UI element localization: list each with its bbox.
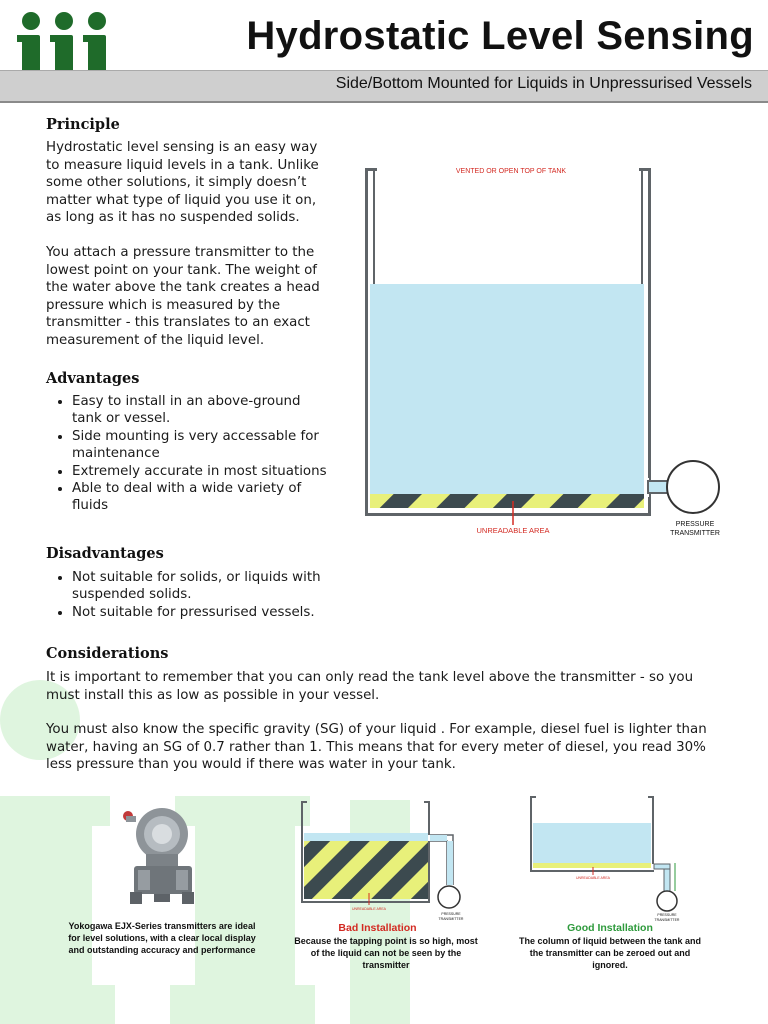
transmitter-label-1: PRESSURE: [675, 521, 715, 528]
list-item: • Extremely accurate in most situations: [72, 463, 334, 480]
pressure-transmitter-icon: [667, 461, 719, 513]
page-title: Hydrostatic Level Sensing: [246, 14, 754, 58]
good-unreadable-label: UNREADABLE AREA: [575, 876, 611, 880]
unreadable-label: UNREADABLE AREA: [476, 526, 550, 535]
disadvantages-list: [46, 569, 334, 621]
considerations-para-1: It is important to remember that you can only read the tank level above the transmitter - so you must install this as low as possible in your vessel.: [46, 670, 694, 703]
list-item: • Not suitable for solids, or liquids with suspended solids.: [72, 569, 334, 604]
advantages-heading: Advantages: [46, 370, 140, 387]
transmitter-label-2: TRANSMITTER: [670, 530, 720, 537]
bad-installation-caption: Because the tapping point is so high, most of the liquid can not be seen by the transmitter: [294, 936, 478, 970]
bad-tx-label-2: TRANSMITTER: [438, 917, 464, 921]
disadvantages-heading: Disadvantages: [46, 545, 164, 562]
bad-installation-diagram: [295, 797, 485, 922]
list-item: • Able to deal with a wide variety of fluids: [72, 480, 334, 515]
good-installation-diagram: [525, 793, 690, 923]
good-installation-caption: The column of liquid between the tank and the transmitter can be zeroed out and ignored.: [518, 936, 701, 970]
pressure-transmitter-icon: [438, 886, 460, 908]
tank-diagram: [360, 160, 730, 540]
pipe: [648, 481, 668, 493]
good-installation-label: Good Installation: [567, 922, 653, 934]
subtitle-bar: [0, 70, 768, 103]
list-item: • Not suitable for pressurised vessels.: [72, 604, 334, 621]
principle-para-1: Hydrostatic level sensing is an easy way to measure liquid levels in a tank. Unlike some other solutions, it simply doesn’t matter what type of liquid you use it on, as long as it has no suspended solids.: [46, 140, 319, 226]
list-item: • Side mounting is very accessable for maintenance: [72, 428, 334, 463]
product-caption: Yokogawa EJX-Series transmitters are ideal for level solutions, with a clear local display and outstanding accuracy and performance: [68, 921, 256, 955]
considerations-para-2: You must also know the specific gravity (SG) of your liquid . For example, diesel fuel is lighter than water, having an SG of 0.7 rather than 1. This means that for every meter of diesel, you read 30% less pressure than you would if there was water in your tank.: [46, 722, 707, 773]
good-tx-label-2: TRANSMITTER: [654, 918, 680, 922]
principle-para-2: You attach a pressure transmitter to the lowest point on your tank. The weight of the water above the tank creates a head pressure which is measured by the transmitter - this translates to an exact measurement of the liquid level.: [46, 245, 320, 348]
list-item: • Easy to install in an above-ground tank or vessel.: [72, 393, 334, 428]
pressure-transmitter-icon: [657, 891, 677, 911]
considerations-heading: Considerations: [46, 645, 169, 662]
advantages-list: [46, 393, 334, 515]
transmitter-photo: [120, 802, 200, 912]
bad-installation-label: Bad Installation: [338, 922, 417, 934]
top-label: VENTED OR OPEN TOP OF TANK: [455, 168, 567, 175]
bad-unreadable-label: UNREADABLE AREA: [351, 907, 387, 911]
page-subtitle: Side/Bottom Mounted for Liquids in Unpressurised Vessels: [335, 75, 752, 92]
good-tx-label-1: PRESSURE: [657, 913, 677, 917]
principle-heading: Principle: [46, 116, 120, 133]
bad-tx-label-1: PRESSURE: [441, 912, 461, 916]
